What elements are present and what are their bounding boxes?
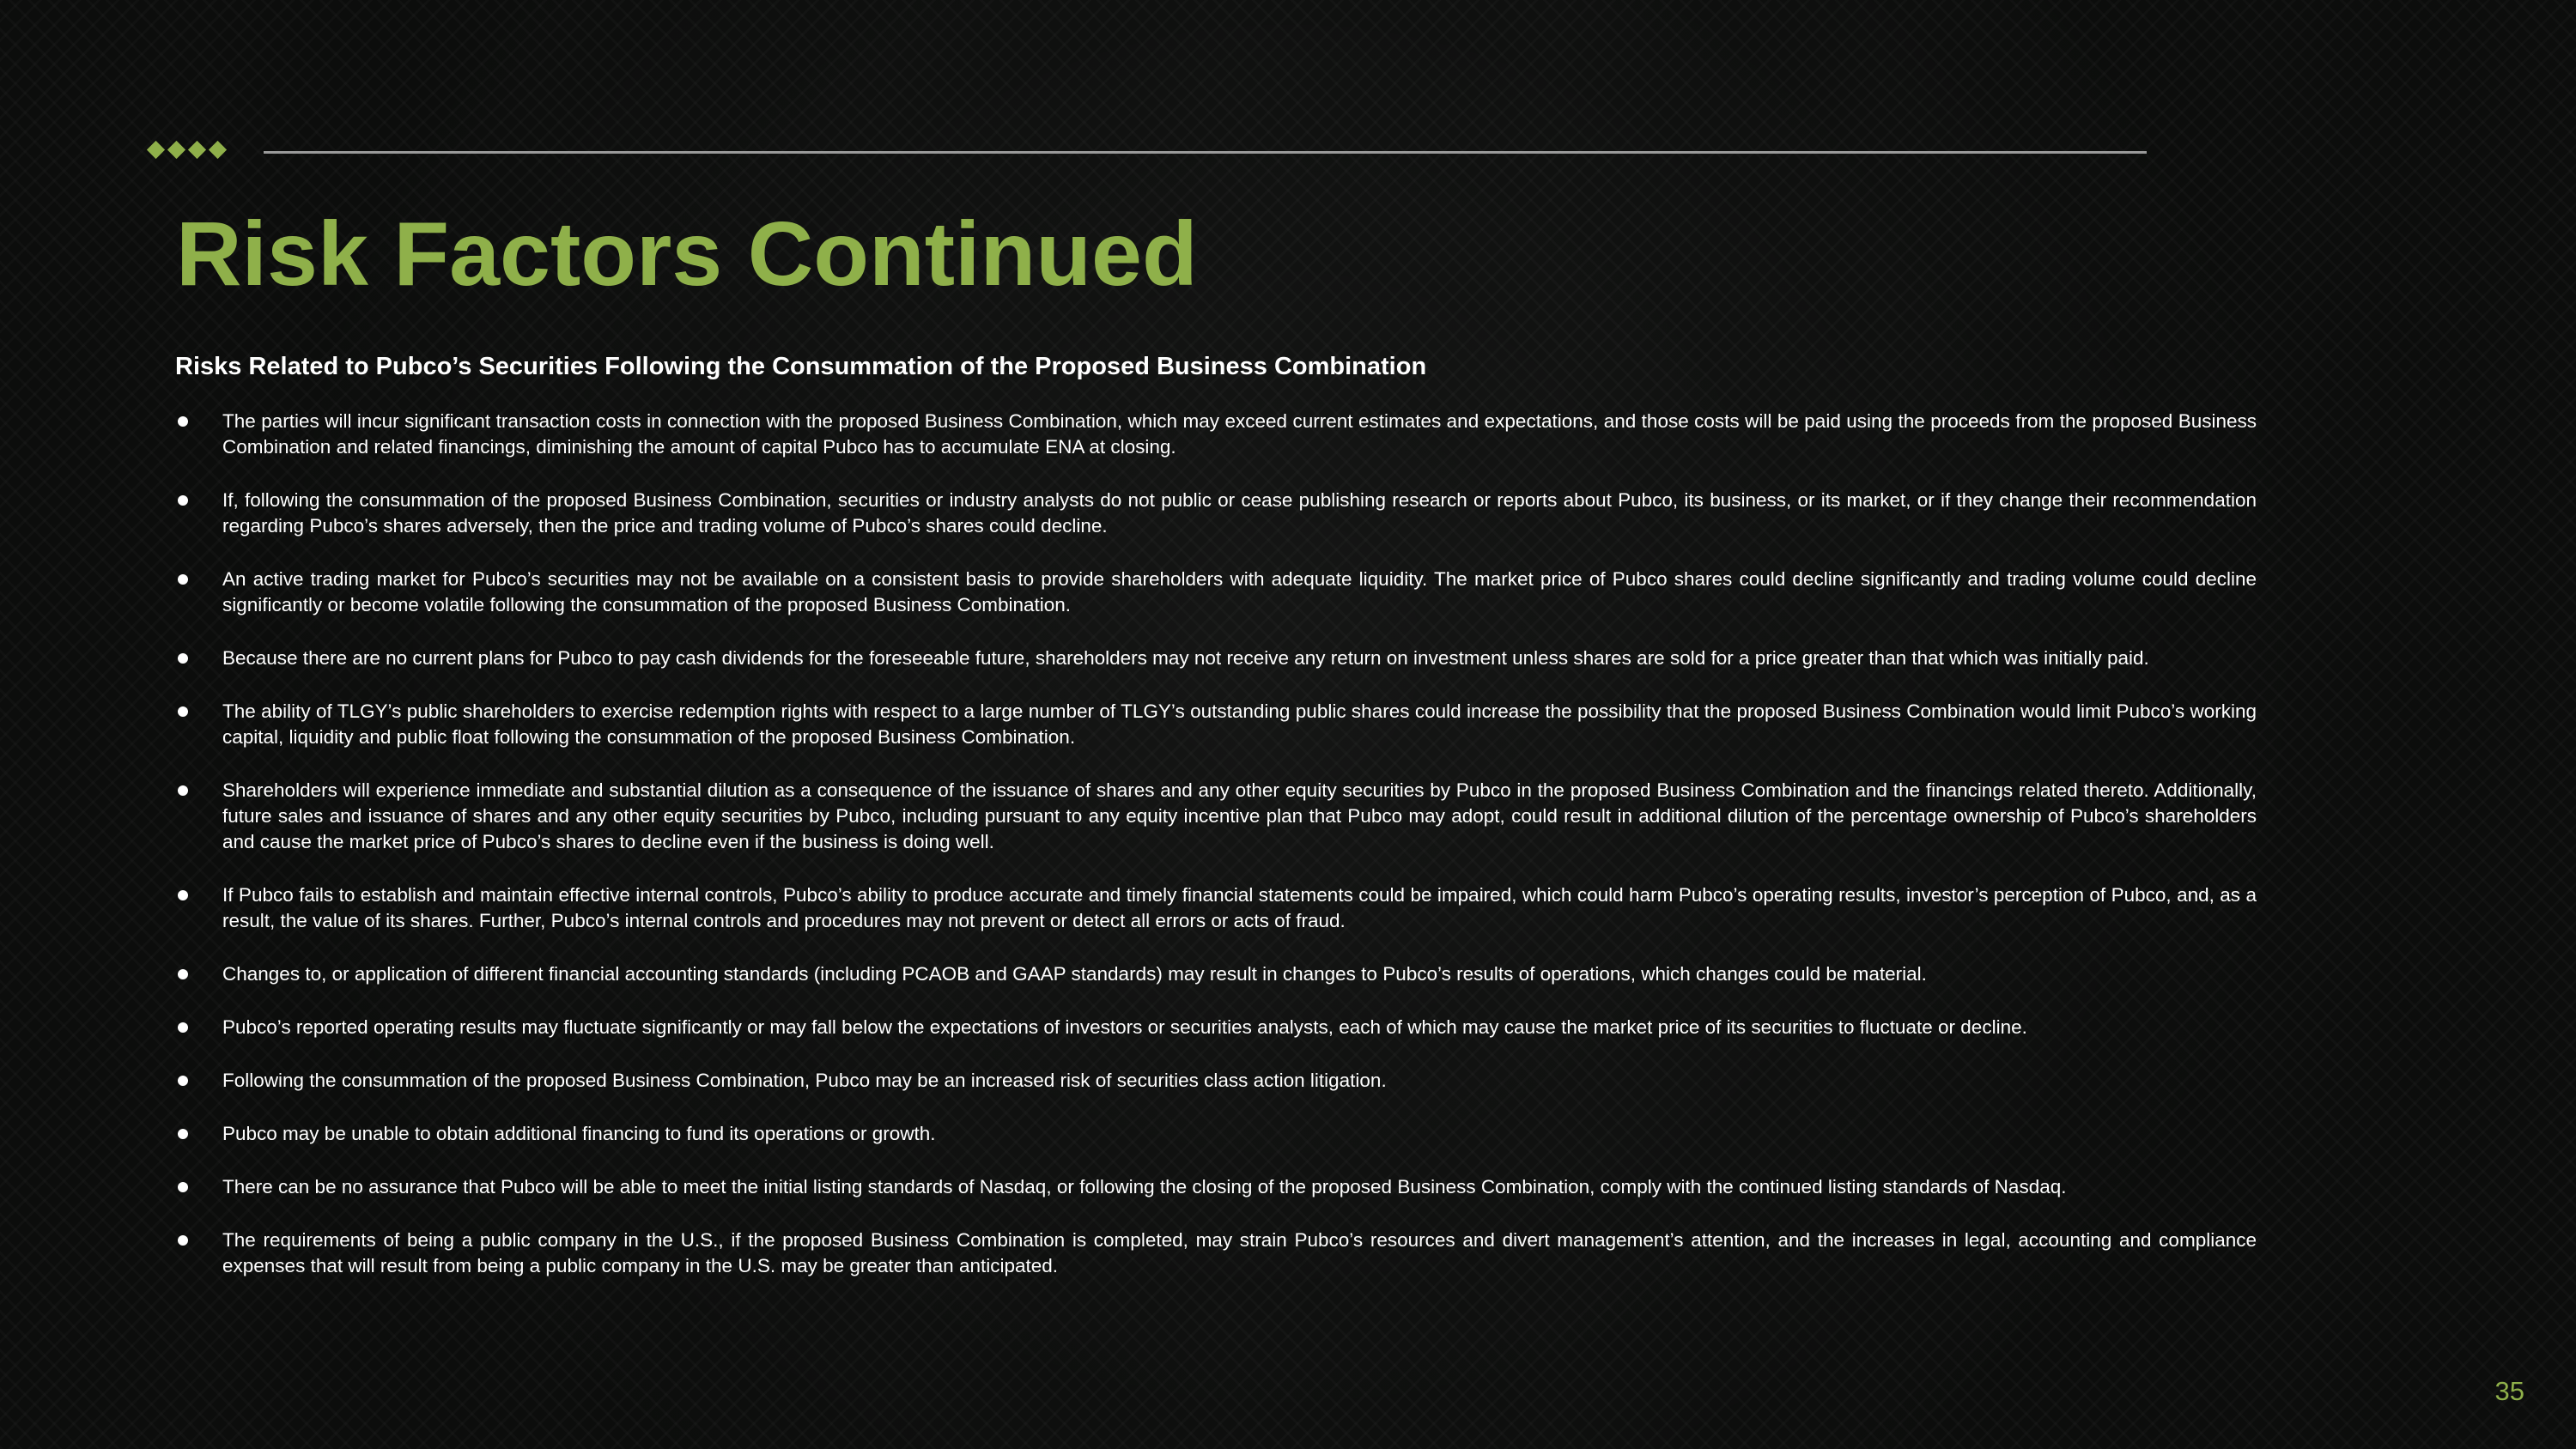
diamond-icon <box>167 141 185 159</box>
bullet-dot-icon <box>178 706 188 717</box>
bullet-dot-icon <box>178 1022 188 1033</box>
bullet-dot-icon <box>178 416 188 427</box>
risk-factor-item <box>173 1228 2257 1279</box>
header-rule <box>264 151 2147 154</box>
risk-factor-text: The ability of TLGY’s public shareholders to exercise redemption rights with respect to a large number of TLGY’s outstanding public shares could increase the possibility that the proposed Business Combination would limit Pubco’s working capital, liquidity and public float following the consummation of the proposed Business Combination. <box>222 700 2257 748</box>
risk-factor-item <box>173 1068 2257 1094</box>
risk-factor-item <box>173 1174 2257 1200</box>
bullet-dot-icon <box>178 785 188 796</box>
bullet-dot-icon <box>178 1235 188 1246</box>
risk-factor-item <box>173 646 2257 671</box>
risk-factor-list <box>173 409 2257 1307</box>
bullet-dot-icon <box>178 495 188 506</box>
slide-title: Risk Factors Continued <box>176 203 1198 305</box>
diamond-ornament <box>149 143 224 156</box>
risk-factor-text: An active trading market for Pubco’s securities may not be available on a consistent basis to provide shareholders with adequate liquidity. The market price of Pubco shares could decline significantly and trading volume could decline significantly or become volatile following the consummation of the proposed Business Combination. <box>222 568 2257 615</box>
risk-factor-text: The parties will incur significant transaction costs in connection with the proposed Business Combination, which may exceed current estimates and expectations, and those costs will be paid using the proceeds from the proposed Business Combination and related financings, diminishing the amount of capital Pubco has to accumulate ENA at closing. <box>222 410 2257 458</box>
risk-factor-text: Pubco may be unable to obtain additional financing to fund its operations or growth. <box>222 1123 936 1144</box>
risk-factor-text: The requirements of being a public company in the U.S., if the proposed Business Combination is completed, may strain Pubco’s resources and divert management’s attention, and the increases in legal, accounting and compliance expenses that will result from being a public company in the U.S. may be greater than anticipated. <box>222 1229 2257 1276</box>
risk-factor-text: Shareholders will experience immediate and substantial dilution as a consequence of the issuance of shares and any other equity securities by Pubco in the proposed Business Combination and the financings related thereto. Additionally, future sales and issuance of shares and any other equity securities by Pubco, including pursuant to any equity incentive plan that Pubco may adopt, could result in additional dilution of the percentage ownership of Pubco’s shareholders and cause the market price of Pubco’s shares to decline even if the business is doing well. <box>222 779 2257 852</box>
bullet-dot-icon <box>178 1129 188 1139</box>
risk-factor-item <box>173 961 2257 987</box>
risk-factor-item <box>173 409 2257 460</box>
bullet-dot-icon <box>178 653 188 664</box>
risk-factor-item <box>173 1015 2257 1040</box>
risk-factor-item <box>173 699 2257 750</box>
bullet-dot-icon <box>178 969 188 979</box>
risk-factor-text: If, following the consummation of the proposed Business Combination, securities or industry analysts do not public or cease publishing research or reports about Pubco, its business, or its market, or if they change their recommendation regarding Pubco’s shares adversely, then the price and trading volume of Pubco’s shares could decline. <box>222 489 2257 537</box>
risk-factor-item <box>173 1121 2257 1147</box>
risk-factor-item <box>173 488 2257 539</box>
risk-factor-text: Because there are no current plans for Pubco to pay cash dividends for the foreseeable future, shareholders may not receive any return on investment unless shares are sold for a price greater than that which was initially paid. <box>222 647 2149 669</box>
diamond-icon <box>188 141 206 159</box>
bullet-dot-icon <box>178 890 188 900</box>
bullet-dot-icon <box>178 574 188 585</box>
risk-factor-text: Changes to, or application of different financial accounting standards (including PCAOB and GAAP standards) may result in changes to Pubco’s results of operations, which changes could be material. <box>222 963 1927 985</box>
risk-factor-text: If Pubco fails to establish and maintain effective internal controls, Pubco’s ability to produce accurate and timely financial statements could be impaired, which could harm Pubco’s operating results, investor’s perception of Pubco, and, as a result, the value of its shares. Further, Pubco’s internal controls and procedures may not prevent or detect all errors or acts of fraud. <box>222 884 2257 931</box>
risk-factor-text: There can be no assurance that Pubco will be able to meet the initial listing standards of Nasdaq, or following the closing of the proposed Business Combination, comply with the continued listing standards of Nasdaq. <box>222 1176 2067 1197</box>
diamond-icon <box>147 141 165 159</box>
page-number: 35 <box>2494 1376 2524 1406</box>
risk-factor-text: Pubco’s reported operating results may fluctuate significantly or may fall below the expectations of investors or securities analysts, each of which may cause the market price of its securities to fluctuate or decline. <box>222 1016 2027 1038</box>
bullet-dot-icon <box>178 1076 188 1086</box>
risk-factor-text: Following the consummation of the proposed Business Combination, Pubco may be an increased risk of securities class action litigation. <box>222 1070 1387 1091</box>
diamond-icon <box>209 141 227 159</box>
bullet-dot-icon <box>178 1182 188 1192</box>
risk-factor-item <box>173 778 2257 855</box>
section-subtitle: Risks Related to Pubco’s Securities Following the Consummation of the Proposed Business Combination <box>175 353 1427 380</box>
risk-factor-item <box>173 882 2257 934</box>
risk-factor-item <box>173 567 2257 618</box>
